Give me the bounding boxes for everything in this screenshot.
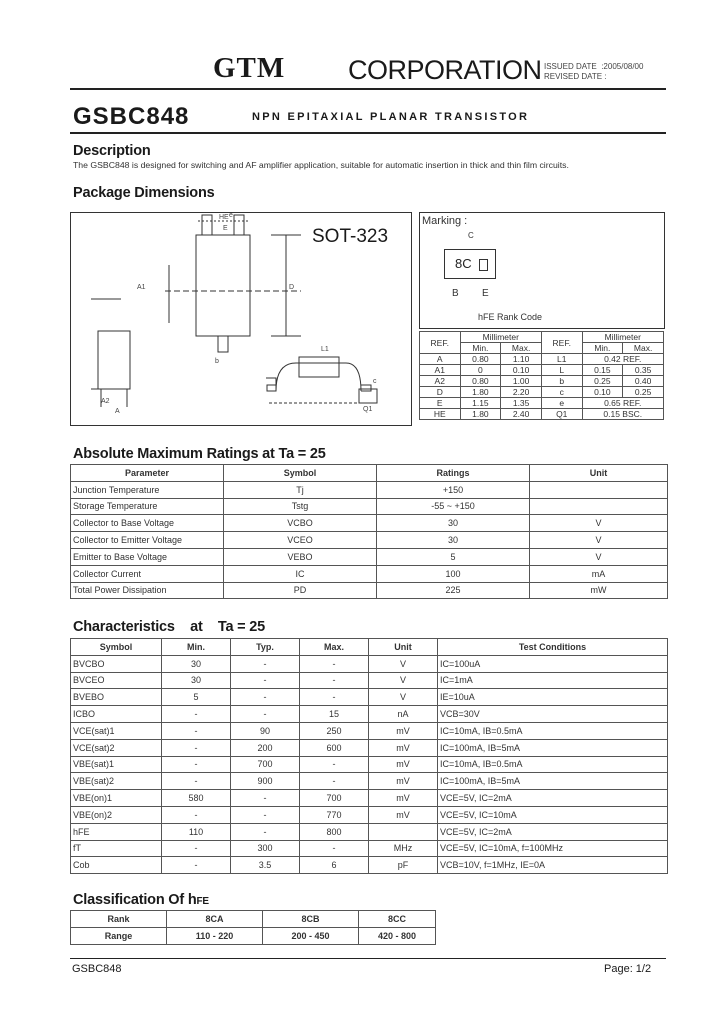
characteristics-row-cell: mV	[369, 790, 438, 807]
abs-max-row	[71, 515, 668, 532]
abs-max-row-cell: 5	[377, 548, 530, 565]
abs-max-row-cell: 100	[377, 565, 530, 582]
dim-max-header: Max.	[501, 343, 542, 354]
characteristics-row-cell: -	[231, 806, 300, 823]
characteristics-row-cell: VBE(on)1	[71, 790, 162, 807]
abs-max-row-cell: V	[530, 548, 668, 565]
classification-table	[70, 910, 436, 945]
characteristics-row	[71, 722, 668, 739]
marking-pin-e: E	[482, 288, 489, 299]
abs-max-row-cell: VCEO	[224, 532, 377, 549]
dimension-cell: 0.10	[501, 365, 542, 376]
abs-max-rows	[71, 481, 668, 599]
char-col-max: Max.	[300, 639, 369, 656]
dim-ref-header: REF.	[420, 332, 461, 354]
characteristics-row-cell: IE=10uA	[438, 689, 668, 706]
dim-label-b: b	[215, 358, 219, 365]
abs-max-row-cell: Collector Current	[71, 565, 224, 582]
dimension-cell: 2.20	[501, 387, 542, 398]
dim-label-a2: A2	[101, 398, 110, 405]
characteristics-row-cell: VBE(on)2	[71, 806, 162, 823]
abs-max-row-cell: 30	[377, 532, 530, 549]
characteristics-row-cell: mV	[369, 773, 438, 790]
dim-min-header: Min.	[460, 343, 501, 354]
characteristics-row-cell: -	[162, 756, 231, 773]
characteristics-row	[71, 806, 668, 823]
dim-mm-header: Millimeter	[460, 332, 541, 343]
characteristics-row-cell: mV	[369, 806, 438, 823]
abs-max-col-symbol: Symbol	[224, 465, 377, 482]
dimension-row	[420, 398, 664, 409]
dim-label-he: HE	[219, 214, 229, 221]
classification-heading	[73, 892, 209, 908]
dimension-cell: 0.35	[623, 365, 664, 376]
characteristics-row-cell: 600	[300, 739, 369, 756]
abs-max-row-cell: Storage Temperature	[71, 498, 224, 515]
package-outline-drawing	[71, 213, 409, 423]
abs-max-row-cell: VEBO	[224, 548, 377, 565]
char-col-conditions: Test Conditions	[438, 639, 668, 656]
package-name: SOT-323	[312, 226, 389, 247]
dimension-cell: 0.65 REF.	[582, 398, 664, 409]
dim-label-d: D	[289, 284, 295, 291]
characteristics-row-cell: Cob	[71, 857, 162, 874]
characteristics-row	[71, 857, 668, 874]
characteristics-row-cell: -	[162, 722, 231, 739]
characteristics-row-cell: 770	[300, 806, 369, 823]
abs-max-row-cell: VCBO	[224, 515, 377, 532]
characteristics-table	[70, 638, 668, 874]
characteristics-row-cell: VCB=10V, f=1MHz, IE=0A	[438, 857, 668, 874]
class-col-8cb: 8CB	[263, 911, 359, 928]
char-col-symbol: Symbol	[71, 639, 162, 656]
dimension-row	[420, 387, 664, 398]
dimension-cell: 1.80	[460, 409, 501, 420]
characteristics-row-cell: VCE=5V, IC=10mA, f=100MHz	[438, 840, 668, 857]
characteristics-row-cell: V	[369, 689, 438, 706]
dimension-cell: 2.40	[501, 409, 542, 420]
characteristics-row-cell: 580	[162, 790, 231, 807]
abs-max-heading: Absolute Maximum Ratings at Ta = 25	[73, 446, 326, 462]
characteristics-row-cell: VBE(sat)1	[71, 756, 162, 773]
characteristics-row-cell: -	[231, 655, 300, 672]
dimension-cell: 1.10	[501, 354, 542, 365]
characteristics-row-cell: mV	[369, 756, 438, 773]
abs-max-col-unit: Unit	[530, 465, 668, 482]
dimension-cell: c	[541, 387, 582, 398]
dimension-cell: 0.40	[623, 376, 664, 387]
characteristics-row	[71, 840, 668, 857]
abs-max-row-cell: Emitter to Base Voltage	[71, 548, 224, 565]
characteristics-row-cell: V	[369, 655, 438, 672]
characteristics-row-cell: -	[231, 823, 300, 840]
characteristics-row-cell: 300	[231, 840, 300, 857]
marking-code: 8C	[455, 256, 472, 271]
marking-label: Marking :	[422, 215, 468, 227]
characteristics-row-cell: VCE(sat)1	[71, 722, 162, 739]
characteristics-row-cell: -	[231, 790, 300, 807]
characteristics-row-cell: VCE=5V, IC=2mA	[438, 823, 668, 840]
dimension-cell: Q1	[541, 409, 582, 420]
abs-max-row-cell: V	[530, 532, 668, 549]
abs-max-row	[71, 481, 668, 498]
characteristics-row-cell: 30	[162, 655, 231, 672]
footer-rule	[70, 958, 666, 959]
abs-max-row-cell: 225	[377, 582, 530, 599]
characteristics-row-cell: hFE	[71, 823, 162, 840]
char-col-unit: Unit	[369, 639, 438, 656]
characteristics-row-cell: IC=100uA	[438, 655, 668, 672]
dimension-cell: e	[541, 398, 582, 409]
dimension-cell: A1	[420, 365, 461, 376]
dimension-cell: 0.80	[460, 354, 501, 365]
characteristics-row-cell: VCE=5V, IC=2mA	[438, 790, 668, 807]
characteristics-row-cell: -	[231, 689, 300, 706]
dim-label-a1: A1	[137, 284, 146, 291]
dim-label-c: c	[373, 378, 377, 385]
abs-max-row-cell: Tstg	[224, 498, 377, 515]
characteristics-row-cell: 90	[231, 722, 300, 739]
dimension-cell: 1.35	[501, 398, 542, 409]
dimension-cell: 1.00	[501, 376, 542, 387]
abs-max-row-cell	[530, 498, 668, 515]
characteristics-row-cell: VBE(sat)2	[71, 773, 162, 790]
dim-label-l1: L1	[321, 346, 329, 353]
characteristics-row-cell: nA	[369, 706, 438, 723]
characteristics-row-cell: -	[231, 672, 300, 689]
characteristics-row-cell: -	[162, 840, 231, 857]
class-range-8ca: 110 - 220	[167, 927, 263, 944]
issued-date: ISSUED DATE :2005/08/00	[544, 62, 644, 71]
abs-max-row-cell: Collector to Emitter Voltage	[71, 532, 224, 549]
characteristics-row-cell: IC=1mA	[438, 672, 668, 689]
abs-max-row-cell: Junction Temperature	[71, 481, 224, 498]
dimension-table	[419, 331, 664, 420]
class-row-range: Range	[71, 927, 167, 944]
abs-max-row-cell: Collector to Base Voltage	[71, 515, 224, 532]
characteristics-row-cell: 15	[300, 706, 369, 723]
characteristics-row	[71, 689, 668, 706]
characteristics-row-cell	[369, 823, 438, 840]
characteristics-row-cell: -	[300, 689, 369, 706]
abs-max-row-cell: -55 ~ +150	[377, 498, 530, 515]
dim-label-q1: Q1	[363, 406, 373, 413]
class-col-8ca: 8CA	[167, 911, 263, 928]
abs-max-row	[71, 498, 668, 515]
characteristics-row	[71, 706, 668, 723]
characteristics-rows	[71, 655, 668, 873]
footer-part-number: GSBC848	[72, 963, 122, 975]
dim-min-header-2: Min.	[582, 343, 623, 354]
characteristics-row-cell: 900	[231, 773, 300, 790]
characteristics-row-cell: IC=10mA, IB=0.5mA	[438, 722, 668, 739]
rank-code-label: hFE Rank Code	[478, 312, 543, 322]
part-number: GSBC848	[73, 103, 190, 130]
dimension-cell: 1.80	[460, 387, 501, 398]
characteristics-row-cell: BVEBO	[71, 689, 162, 706]
characteristics-row-cell: 110	[162, 823, 231, 840]
dim-mm-header-2: Millimeter	[582, 332, 664, 343]
dimension-cell: A2	[420, 376, 461, 387]
characteristics-row-cell: VCE=5V, IC=10mA	[438, 806, 668, 823]
characteristics-row	[71, 823, 668, 840]
characteristics-row-cell: -	[300, 672, 369, 689]
dimension-cell: 0.10	[582, 387, 623, 398]
characteristics-row-cell: MHz	[369, 840, 438, 857]
abs-max-row	[71, 582, 668, 599]
class-col-8cc: 8CC	[359, 911, 436, 928]
characteristics-row-cell: IC=100mA, IB=5mA	[438, 773, 668, 790]
description-heading: Description	[73, 143, 151, 159]
characteristics-row-cell: 5	[162, 689, 231, 706]
dimension-row	[420, 365, 664, 376]
characteristics-row	[71, 790, 668, 807]
abs-max-col-ratings: Ratings	[377, 465, 530, 482]
abs-max-row-cell: +150	[377, 481, 530, 498]
characteristics-row-cell: 700	[300, 790, 369, 807]
dim-label-e: E	[223, 225, 228, 232]
characteristics-row	[71, 756, 668, 773]
characteristics-row	[71, 773, 668, 790]
classification-heading-sub: FE	[196, 896, 209, 907]
dim-ref-header-2: REF.	[541, 332, 582, 354]
characteristics-row-cell: 3.5	[231, 857, 300, 874]
abs-max-table	[70, 464, 668, 599]
abs-max-col-parameter: Parameter	[71, 465, 224, 482]
dimension-cell: 0	[460, 365, 501, 376]
dimension-rows	[420, 354, 664, 420]
characteristics-row-cell: V	[369, 672, 438, 689]
char-col-typ: Typ.	[231, 639, 300, 656]
class-col-rank: Rank	[71, 911, 167, 928]
package-heading: Package Dimensions	[73, 185, 215, 201]
abs-max-row-cell: PD	[224, 582, 377, 599]
abs-max-row-cell: Total Power Dissipation	[71, 582, 224, 599]
abs-max-row	[71, 548, 668, 565]
characteristics-row-cell: -	[162, 739, 231, 756]
characteristics-row-cell: fT	[71, 840, 162, 857]
characteristics-row-cell: ICBO	[71, 706, 162, 723]
dimension-cell: E	[420, 398, 461, 409]
characteristics-row-cell: -	[300, 840, 369, 857]
issue-dates	[544, 62, 643, 82]
revised-date: REVISED DATE :	[544, 72, 607, 81]
dim-max-header-2: Max.	[623, 343, 664, 354]
brand-logo: GTM	[213, 52, 286, 84]
abs-max-row-cell: V	[530, 515, 668, 532]
characteristics-row	[71, 672, 668, 689]
characteristics-row-cell: -	[231, 706, 300, 723]
dimension-cell: 1.15	[460, 398, 501, 409]
dimension-cell: 0.25	[582, 376, 623, 387]
characteristics-row-cell: VCE(sat)2	[71, 739, 162, 756]
header-rule	[70, 88, 666, 90]
dimension-cell: 0.15 BSC.	[582, 409, 664, 420]
char-col-min: Min.	[162, 639, 231, 656]
abs-max-row-cell: mW	[530, 582, 668, 599]
dimension-cell: 0.25	[623, 387, 664, 398]
characteristics-row-cell: -	[300, 655, 369, 672]
characteristics-row-cell: -	[162, 773, 231, 790]
characteristics-row-cell: IC=10mA, IB=0.5mA	[438, 756, 668, 773]
dim-label-a: A	[115, 408, 120, 415]
characteristics-row-cell: pF	[369, 857, 438, 874]
characteristics-row-cell: 6	[300, 857, 369, 874]
abs-max-row-cell: mA	[530, 565, 668, 582]
rank-code-square	[479, 259, 488, 271]
marking-pin-b: B	[452, 288, 459, 299]
dim-label-e-small: e	[229, 213, 233, 219]
abs-max-row-cell: 30	[377, 515, 530, 532]
abs-max-row-cell: IC	[224, 565, 377, 582]
dimension-cell: HE	[420, 409, 461, 420]
characteristics-row-cell: -	[162, 706, 231, 723]
characteristics-row-cell: mV	[369, 722, 438, 739]
description-text: The GSBC848 is designed for switching and AF amplifier application, suitable for automatic insertion in thick and thin film circuits.	[73, 160, 569, 170]
abs-max-row	[71, 532, 668, 549]
dimension-cell: L	[541, 365, 582, 376]
characteristics-row-cell: IC=100mA, IB=5mA	[438, 739, 668, 756]
footer-page-number: Page: 1/2	[604, 963, 652, 975]
characteristics-row-cell: BVCEO	[71, 672, 162, 689]
dimension-row	[420, 354, 664, 365]
corporation-label: CORPORATION	[348, 55, 542, 85]
abs-max-row	[71, 565, 668, 582]
dimension-cell: 0.42 REF.	[582, 354, 664, 365]
classification-heading-text: Classification Of h	[73, 892, 197, 908]
title-rule	[70, 132, 666, 134]
dimension-cell: D	[420, 387, 461, 398]
characteristics-row-cell: 700	[231, 756, 300, 773]
characteristics-row-cell: mV	[369, 739, 438, 756]
characteristics-row-cell: -	[162, 806, 231, 823]
device-subtitle: NPN EPITAXIAL PLANAR TRANSISTOR	[252, 111, 530, 123]
characteristics-heading: Characteristics at Ta = 25	[73, 619, 265, 635]
characteristics-row-cell: -	[300, 773, 369, 790]
dimension-row	[420, 409, 664, 420]
characteristics-row-cell: 200	[231, 739, 300, 756]
abs-max-row-cell: Tj	[224, 481, 377, 498]
characteristics-row-cell: 800	[300, 823, 369, 840]
class-range-8cb: 200 - 450	[263, 927, 359, 944]
characteristics-row	[71, 739, 668, 756]
characteristics-row-cell: VCB=30V	[438, 706, 668, 723]
dimension-cell: A	[420, 354, 461, 365]
characteristics-row-cell: BVCBO	[71, 655, 162, 672]
marking-pin-c: C	[468, 231, 474, 240]
abs-max-row-cell	[530, 481, 668, 498]
characteristics-row-cell: 250	[300, 722, 369, 739]
dimension-cell: 0.80	[460, 376, 501, 387]
dimension-cell: L1	[541, 354, 582, 365]
dimension-cell: 0.15	[582, 365, 623, 376]
class-range-8cc: 420 - 800	[359, 927, 436, 944]
characteristics-row-cell: -	[162, 857, 231, 874]
dimension-cell: b	[541, 376, 582, 387]
characteristics-row-cell: 30	[162, 672, 231, 689]
characteristics-row	[71, 655, 668, 672]
dimension-row	[420, 376, 664, 387]
characteristics-row-cell: -	[300, 756, 369, 773]
